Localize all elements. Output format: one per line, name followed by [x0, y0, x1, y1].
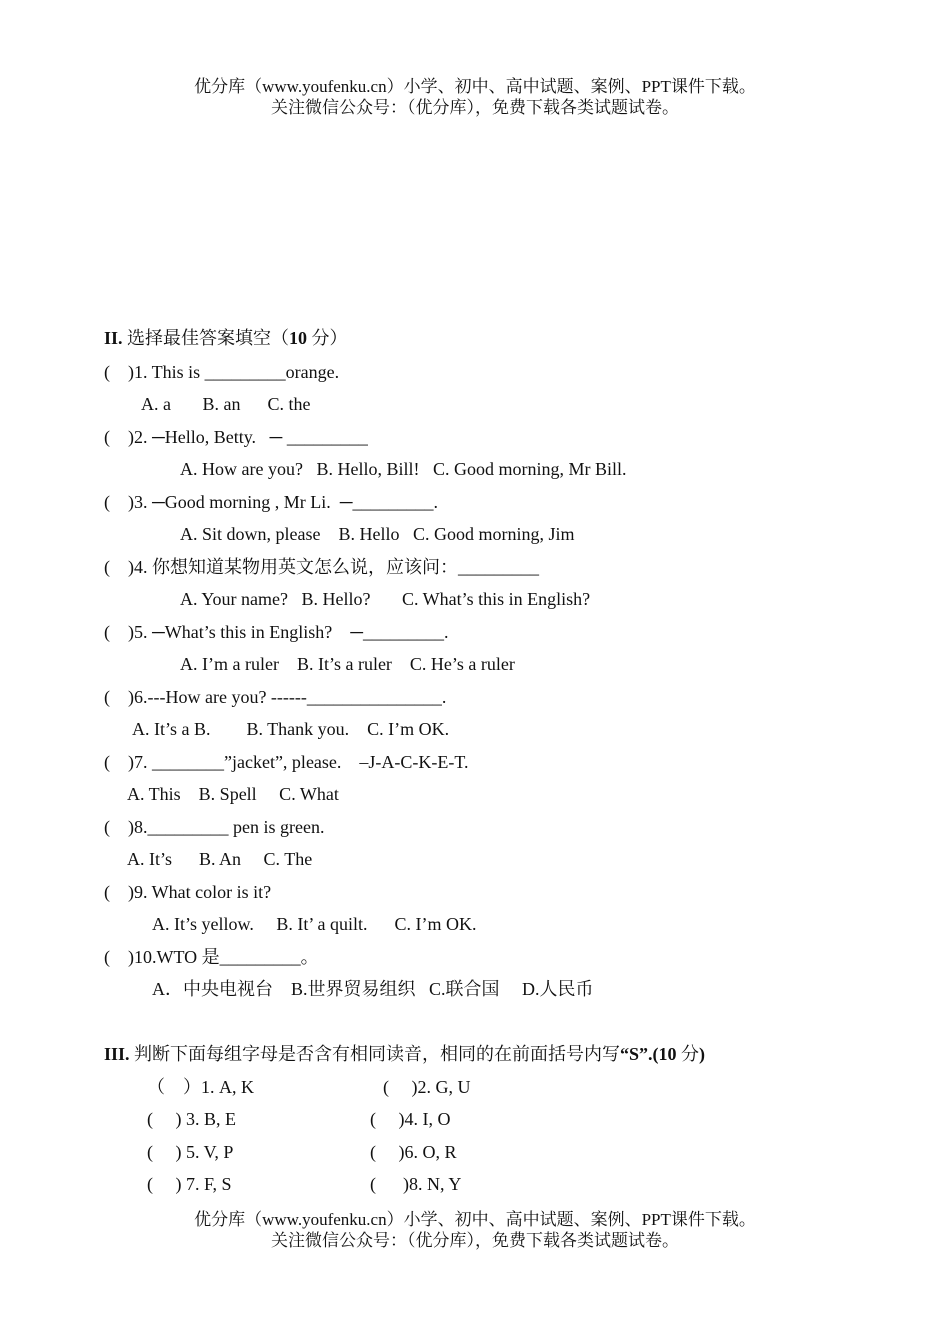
footer-line-1: 优分库（www.youfenku.cn）小学、初中、高中试题、案例、PPT课件下载。 [194, 1210, 756, 1229]
letters-item-1: （ ）1. A, K [147, 1077, 254, 1097]
section-3-title-bold: “S”.(10 [620, 1044, 677, 1064]
question-7-stem: ( )7. ________”jacket”, please. –J-A-C-K-E-T. [104, 752, 469, 772]
question-5-stem: ( )5. ─What’s this in English? ─_________. [104, 622, 449, 642]
footer-line-2: 关注微信公众号：（优分库），免费下载各类试题试卷。 [271, 1231, 679, 1250]
question-10-stem: ( )10.WTO 是_________。 [104, 947, 319, 967]
question-10-options: A．中央电视台 B.世界贸易组织 C.联合国 D.人民币 [152, 979, 594, 999]
question-2-stem: ( )2. ─Hello, Betty. ─ _________ [104, 427, 368, 447]
question-9-stem: ( )9. What color is it? [104, 882, 272, 902]
section-2-points: 10 [289, 328, 308, 348]
header-line-2: 关注微信公众号：（优分库），免费下载各类试题试卷。 [271, 98, 679, 117]
section-2-title-end: 分） [307, 328, 348, 348]
section-3-title-text: 判断下面每组字母是否含有相同读音，相同的在前面括号内写 [129, 1044, 621, 1064]
question-6-stem: ( )6.---How are you? ------_______________. [104, 687, 447, 707]
section-3-title-mid: 分 [676, 1044, 700, 1064]
question-3-stem: ( )3. ─Good morning , Mr Li. ─_________. [104, 492, 438, 512]
letters-item-7: ( ) 7. F, S [147, 1174, 232, 1194]
question-1-stem: ( )1. This is _________orange. [104, 362, 340, 382]
section-3-title [104, 1043, 705, 1065]
letters-item-2: ( )2. G, U [383, 1077, 471, 1097]
question-8-stem: ( )8._________ pen is green. [104, 817, 325, 837]
question-3-options: A. Sit down, please B. Hello C. Good morning, Jim [180, 524, 575, 544]
section-3-title-end: ) [699, 1044, 706, 1064]
question-9-options: A. It’s yellow. B. It’ a quilt. C. I’m OK. [152, 914, 477, 934]
section-3-number: III. [104, 1044, 130, 1064]
letters-item-3: ( ) 3. B, E [147, 1109, 236, 1129]
section-2-title-text: 选择最佳答案填空（ [122, 328, 290, 348]
question-1-options: A. a B. an C. the [141, 394, 311, 414]
letters-item-4: ( )4. I, O [370, 1109, 451, 1129]
header-line-1: 优分库（www.youfenku.cn）小学、初中、高中试题、案例、PPT课件下载。 [194, 77, 756, 96]
question-4-options: A. Your name? B. Hello? C. What’s this in English? [180, 589, 591, 609]
letters-item-8: ( )8. N, Y [370, 1174, 462, 1194]
question-5-options: A. I’m a ruler B. It’s a ruler C. He’s a ruler [180, 654, 515, 674]
question-2-options: A. How are you? B. Hello, Bill! C. Good morning, Mr Bill. [180, 459, 627, 479]
question-6-options: A. It’s a B. B. Thank you. C. I’m OK. [132, 719, 450, 739]
question-8-options: A. It’s B. An C. The [127, 849, 313, 869]
question-7-options: A. This B. Spell C. What [127, 784, 339, 804]
letters-item-6: ( )6. O, R [370, 1142, 457, 1162]
section-2-number: II. [104, 328, 123, 348]
letters-item-5: ( ) 5. V, P [147, 1142, 234, 1162]
section-2-title [104, 327, 348, 349]
question-4-stem: ( )4. 你想知道某物用英文怎么说，应该问：_________ [104, 557, 539, 577]
